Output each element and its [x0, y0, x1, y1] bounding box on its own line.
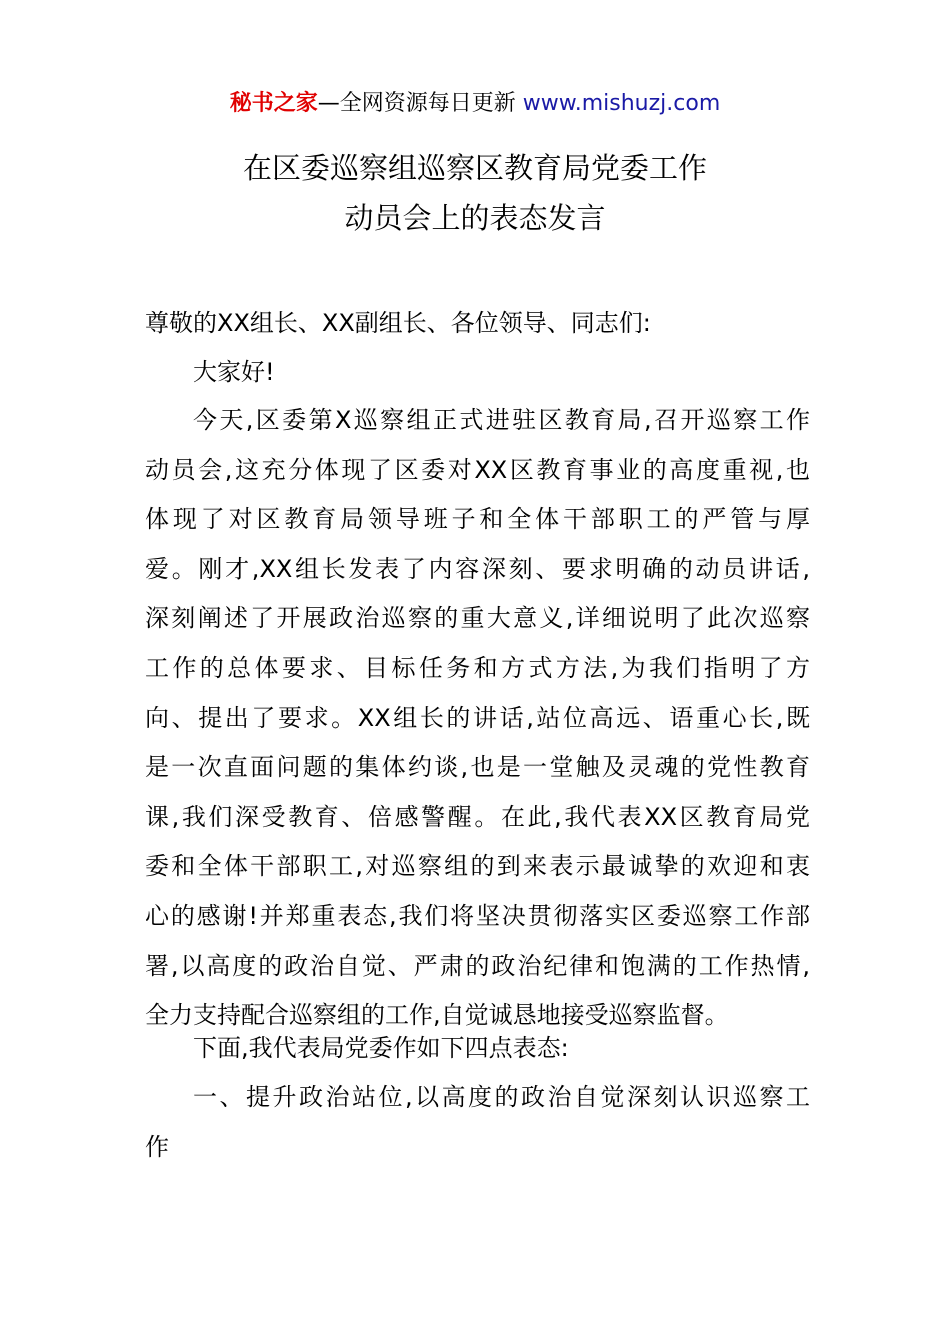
brand-name: 秘书之家	[229, 91, 318, 116]
greeting: 大家好!	[193, 358, 275, 386]
paragraph-line: 全力支持配合巡察组的工作,自觉诚恳地接受巡察监督。	[145, 1001, 729, 1030]
paragraph-line: 体现了对区教育局领导班子和全体干部职工的严管与厚	[145, 505, 810, 534]
paragraph-line: 爱。刚才,XX组长发表了内容深刻、要求明确的动员讲话,	[145, 554, 810, 583]
paragraph-line: 工作的总体要求、目标任务和方式方法,为我们指明了方	[145, 653, 810, 682]
site-tagline: —全网资源每日更新	[317, 91, 516, 116]
paragraph-line: 动员会,这充分体现了区委对XX区教育事业的高度重视,也	[145, 455, 810, 484]
paragraph-line: 深刻阐述了开展政治巡察的重大意义,详细说明了此次巡察	[145, 604, 810, 633]
paragraph-line: 是一次直面问题的集体约谈,也是一堂触及灵魂的党性教育	[145, 753, 810, 782]
heading-line: 作	[145, 1132, 169, 1161]
paragraph-line: 署,以高度的政治自觉、严肃的政治纪律和饱满的工作热情,	[145, 951, 810, 980]
heading-line: 一、提升政治站位,以高度的政治自觉深刻认识巡察工	[193, 1083, 810, 1111]
site-url-link[interactable]: www.mishuzj.com	[522, 91, 721, 116]
document-title-line-2: 动员会上的表态发言	[344, 201, 606, 235]
salutation: 尊敬的XX组长、XX副组长、各位领导、同志们:	[145, 309, 651, 337]
paragraph-line: 心的感谢!并郑重表态,我们将坚决贯彻落实区委巡察工作部	[145, 901, 810, 930]
paragraph-line: 课,我们深受教育、倍感警醒。在此,我代表XX区教育局党	[145, 802, 810, 831]
paragraph-line: 委和全体干部职工,对巡察组的到来表示最诚挚的欢迎和衷	[145, 852, 810, 881]
intro-line: 下面,我代表局党委作如下四点表态:	[193, 1034, 569, 1062]
section-heading-1	[145, 1073, 810, 1172]
document-title-line-1: 在区委巡察组巡察区教育局党委工作	[242, 151, 707, 185]
paragraph-line: 向、提出了要求。XX组长的讲话,站位高远、语重心长,既	[145, 703, 810, 732]
main-paragraph	[145, 396, 810, 1041]
paragraph-line: 今天,区委第X巡察组正式进驻区教育局,召开巡察工作	[193, 406, 810, 434]
site-header	[0, 88, 950, 120]
